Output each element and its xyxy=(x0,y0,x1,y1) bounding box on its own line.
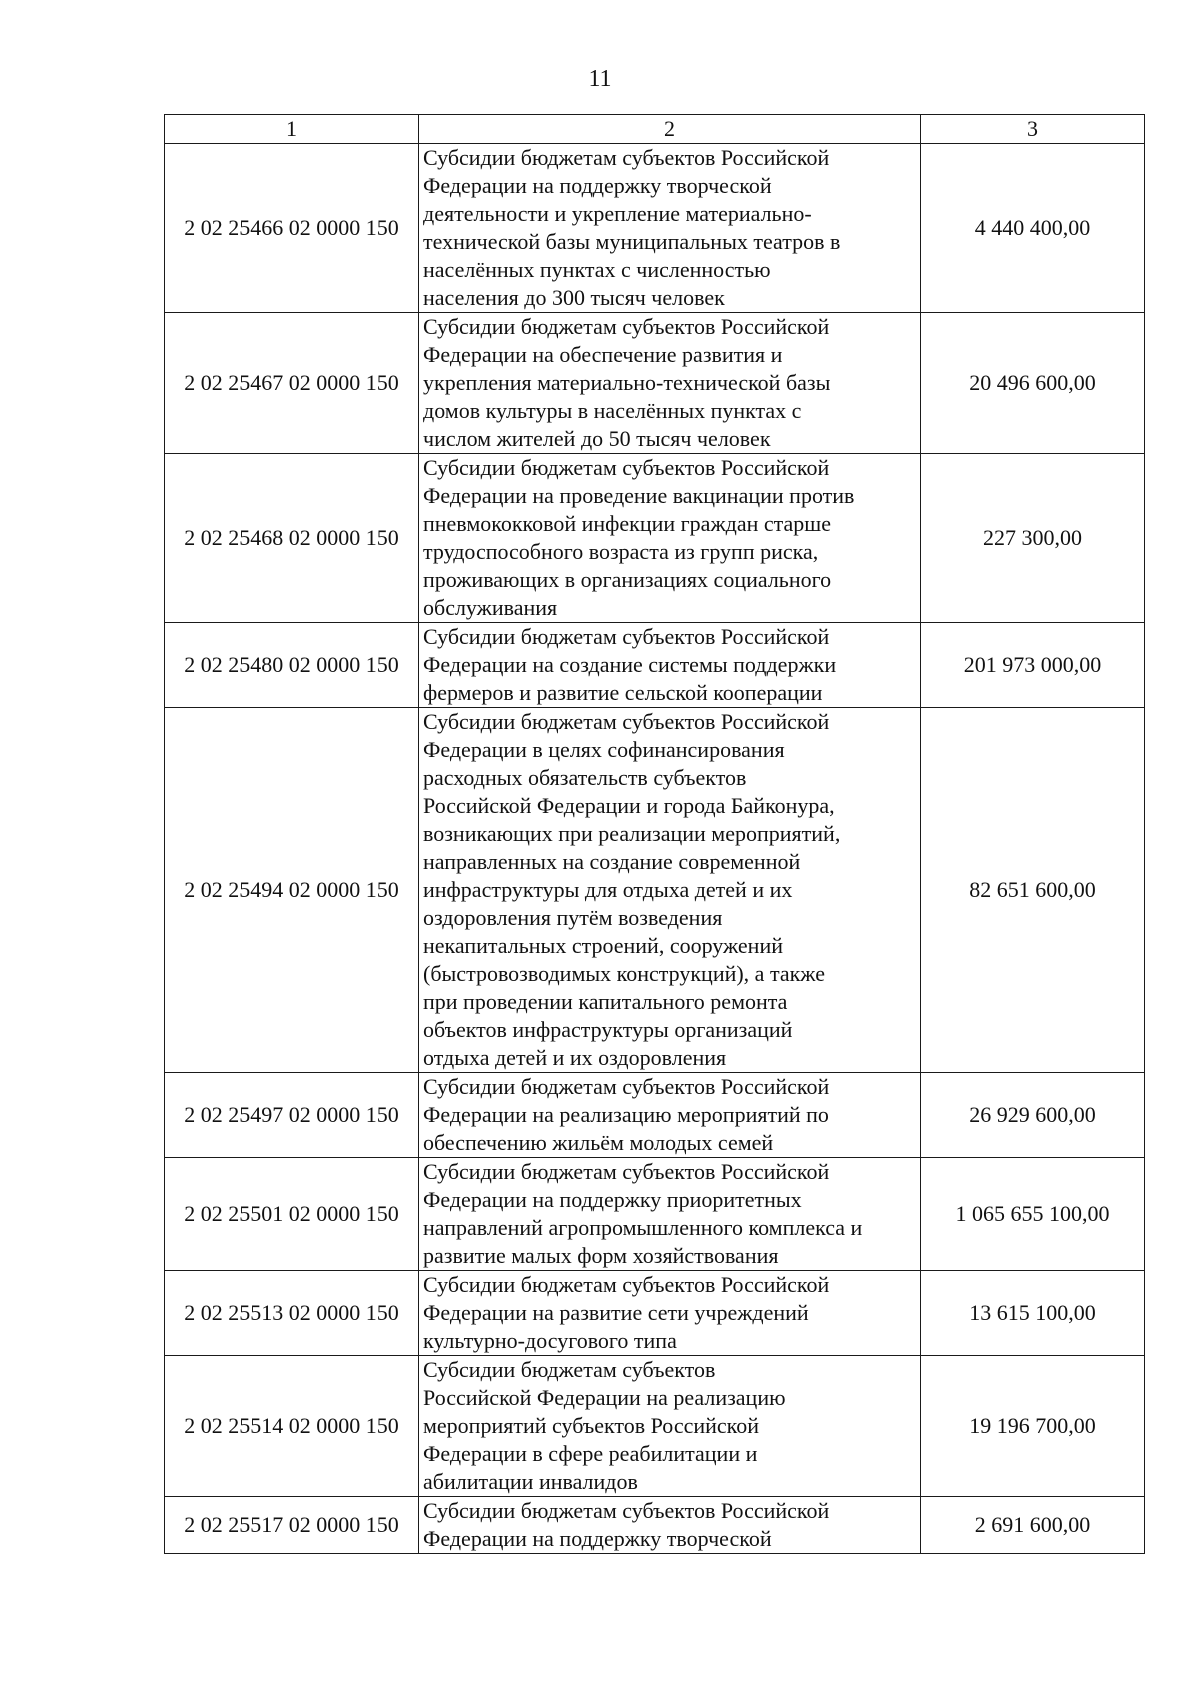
description-line: фермеров и развитие сельской кооперации xyxy=(423,680,823,705)
table-row xyxy=(165,313,1145,454)
description-cell xyxy=(419,313,921,454)
description-line: Субсидии бюджетам субъектов Российской xyxy=(423,1272,830,1297)
table-body xyxy=(165,144,1145,1554)
budget-code-cell: 2 02 25467 02 0000 150 xyxy=(165,313,419,454)
description-line: Федерации на обеспечение развития и xyxy=(423,342,783,367)
description-cell xyxy=(419,708,921,1073)
amount-cell: 19 196 700,00 xyxy=(921,1356,1145,1497)
budget-code-cell: 2 02 25517 02 0000 150 xyxy=(165,1497,419,1554)
description-line: домов культуры в населённых пунктах с xyxy=(423,398,802,423)
description-line: Субсидии бюджетам субъектов Российской xyxy=(423,1159,830,1184)
budget-code-cell: 2 02 25513 02 0000 150 xyxy=(165,1271,419,1356)
description-line: укрепления материально-технической базы xyxy=(423,370,831,395)
description-line: Субсидии бюджетам субъектов Российской xyxy=(423,624,830,649)
amount-cell: 201 973 000,00 xyxy=(921,623,1145,708)
description-line: Федерации на поддержку творческой xyxy=(423,1526,772,1551)
description-line: трудоспособного возраста из групп риска, xyxy=(423,539,819,564)
column-header-2: 2 xyxy=(419,115,921,144)
description-line: Субсидии бюджетам субъектов Российской xyxy=(423,455,830,480)
description-line: населения до 300 тысяч человек xyxy=(423,285,725,310)
description-line: Федерации в целях софинансирования xyxy=(423,737,785,762)
description-line: при проведении капитального ремонта xyxy=(423,989,788,1014)
page-number: 11 xyxy=(588,66,612,92)
description-line: направлений агропромышленного комплекса и xyxy=(423,1215,863,1240)
description-cell xyxy=(419,1073,921,1158)
table-row xyxy=(165,454,1145,623)
description-line: развитие малых форм хозяйствования xyxy=(423,1243,779,1268)
amount-cell: 26 929 600,00 xyxy=(921,1073,1145,1158)
description-line: Субсидии бюджетам субъектов xyxy=(423,1357,716,1382)
description-line: оздоровления путём возведения xyxy=(423,905,723,930)
description-line: расходных обязательств субъектов xyxy=(423,765,747,790)
description-line: культурно-досугового типа xyxy=(423,1328,677,1353)
table-row xyxy=(165,708,1145,1073)
description-line: обслуживания xyxy=(423,595,558,620)
amount-cell: 227 300,00 xyxy=(921,454,1145,623)
table-row xyxy=(165,1497,1145,1554)
table-row xyxy=(165,1356,1145,1497)
description-line: Федерации на проведение вакцинации против xyxy=(423,483,855,508)
description-line: абилитации инвалидов xyxy=(423,1469,638,1494)
description-line: (быстровозводимых конструкций), а также xyxy=(423,961,825,986)
description-line: деятельности и укрепление материально- xyxy=(423,201,812,226)
amount-cell: 20 496 600,00 xyxy=(921,313,1145,454)
budget-table xyxy=(164,114,1145,1554)
budget-code-cell: 2 02 25497 02 0000 150 xyxy=(165,1073,419,1158)
description-line: Федерации на развитие сети учреждений xyxy=(423,1300,809,1325)
description-cell xyxy=(419,1356,921,1497)
description-cell xyxy=(419,1497,921,1554)
amount-cell: 2 691 600,00 xyxy=(921,1497,1145,1554)
description-line: Федерации в сфере реабилитации и xyxy=(423,1441,758,1466)
description-line: возникающих при реализации мероприятий, xyxy=(423,821,841,846)
description-line: направленных на создание современной xyxy=(423,849,801,874)
header-row xyxy=(165,115,1145,144)
description-line: обеспечению жильём молодых семей xyxy=(423,1130,774,1155)
table-row xyxy=(165,1271,1145,1356)
budget-code-cell: 2 02 25501 02 0000 150 xyxy=(165,1158,419,1271)
budget-code-cell: 2 02 25514 02 0000 150 xyxy=(165,1356,419,1497)
amount-cell: 82 651 600,00 xyxy=(921,708,1145,1073)
description-line: мероприятий субъектов Российской xyxy=(423,1413,760,1438)
description-line: пневмококковой инфекции граждан старше xyxy=(423,511,831,536)
description-line: Субсидии бюджетам субъектов Российской xyxy=(423,314,830,339)
description-line: Субсидии бюджетам субъектов Российской xyxy=(423,1498,830,1523)
description-line: проживающих в организациях социального xyxy=(423,567,832,592)
description-line: технической базы муниципальных театров в xyxy=(423,229,841,254)
description-line: числом жителей до 50 тысяч человек xyxy=(423,426,771,451)
description-line: некапитальных строений, сооружений xyxy=(423,933,784,958)
description-cell xyxy=(419,623,921,708)
description-line: Субсидии бюджетам субъектов Российской xyxy=(423,709,830,734)
description-line: Субсидии бюджетам субъектов Российской xyxy=(423,1074,830,1099)
description-line: объектов инфраструктуры организаций xyxy=(423,1017,793,1042)
description-line: Российской Федерации и города Байконура, xyxy=(423,793,835,818)
budget-code-cell: 2 02 25466 02 0000 150 xyxy=(165,144,419,313)
table-row xyxy=(165,1073,1145,1158)
description-line: Российской Федерации на реализацию xyxy=(423,1385,786,1410)
description-line: Субсидии бюджетам субъектов Российской xyxy=(423,145,830,170)
description-cell xyxy=(419,144,921,313)
table-row xyxy=(165,623,1145,708)
description-cell xyxy=(419,1158,921,1271)
description-line: отдыха детей и их оздоровления xyxy=(423,1045,727,1070)
description-line: Федерации на поддержку приоритетных xyxy=(423,1187,802,1212)
budget-code-cell: 2 02 25494 02 0000 150 xyxy=(165,708,419,1073)
table-row xyxy=(165,1158,1145,1271)
budget-code-cell: 2 02 25480 02 0000 150 xyxy=(165,623,419,708)
amount-cell: 13 615 100,00 xyxy=(921,1271,1145,1356)
description-cell xyxy=(419,1271,921,1356)
amount-cell: 4 440 400,00 xyxy=(921,144,1145,313)
description-line: населённых пунктах с численностью xyxy=(423,257,771,282)
description-line: Федерации на реализацию мероприятий по xyxy=(423,1102,829,1127)
table-row xyxy=(165,144,1145,313)
budget-code-cell: 2 02 25468 02 0000 150 xyxy=(165,454,419,623)
table-header xyxy=(165,115,1145,144)
description-line: инфраструктуры для отдыха детей и их xyxy=(423,877,793,902)
description-cell xyxy=(419,454,921,623)
column-header-1: 1 xyxy=(165,115,419,144)
column-header-3: 3 xyxy=(921,115,1145,144)
description-line: Федерации на создание системы поддержки xyxy=(423,652,837,677)
description-line: Федерации на поддержку творческой xyxy=(423,173,772,198)
amount-cell: 1 065 655 100,00 xyxy=(921,1158,1145,1271)
